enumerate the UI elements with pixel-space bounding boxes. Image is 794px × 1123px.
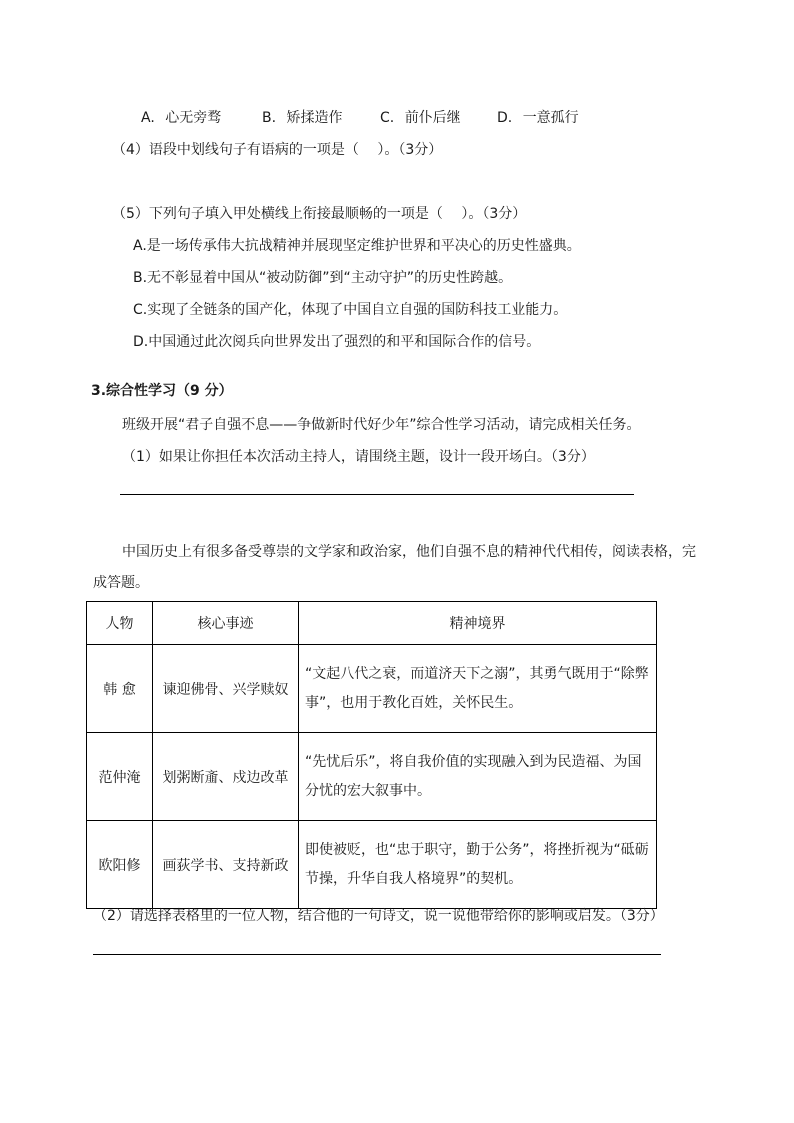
header-person: 人物: [87, 602, 153, 645]
q5-option-b: B.无不彰显着中国从“被动防御”到“主动守护”的历史性跨越。: [133, 270, 513, 286]
option-a: [141, 111, 221, 125]
person-name: 韩 愈: [87, 645, 153, 733]
option-b: [262, 111, 343, 125]
answer-line-1[interactable]: [120, 494, 634, 495]
option-text: 一意孤行: [522, 110, 579, 126]
option-d: [497, 111, 579, 125]
section-title: 3.综合性学习（9 分）: [91, 383, 233, 399]
table-row: [87, 733, 657, 821]
table-row: [87, 645, 657, 733]
persons-table: [86, 601, 657, 909]
q5-option-c: C.实现了全链条的国产化，体现了中国自立自强的国防科技工业能力。: [133, 302, 568, 318]
answer-line-2[interactable]: [93, 954, 661, 955]
question-5-stem: （5）下列句子填入甲处横线上衔接最顺畅的一项是（ ）。（3分）: [112, 206, 527, 222]
section-intro: 班级开展“君子自强不息——争做新时代好少年”综合性学习活动，请完成相关任务。: [122, 417, 641, 433]
subquestion-1: （1）如果让你担任本次活动主持人，请围绕主题，设计一段开场白。（3分）: [122, 449, 595, 465]
option-text: 矫揉造作: [286, 110, 343, 126]
person-spirit: 即使被贬，也“忠于职守，勤于公务”，将挫折视为“砥砺节操，升华自我人格境界”的契机。: [299, 821, 657, 909]
question-4: （4）语段中划线句子有语病的一项是（ ）。（3分）: [112, 142, 443, 158]
person-deeds: 划粥断齑、戍边改革: [153, 733, 299, 821]
option-c: [380, 111, 461, 125]
person-name: 范仲淹: [87, 733, 153, 821]
table-row: [87, 821, 657, 909]
person-deeds: 画荻学书、支持新政: [153, 821, 299, 909]
table-header-row: [87, 602, 657, 645]
header-deeds: 核心事迹: [153, 602, 299, 645]
q5-option-d: D.中国通过此次阅兵向世界发出了强烈的和平和国际合作的信号。: [133, 334, 541, 350]
subquestion-2: （2）请选择表格里的一位人物，结合他的一句诗文，说一说他带给你的影响或启发。（3分）: [93, 908, 664, 924]
person-name: 欧阳修: [87, 821, 153, 909]
option-letter: C.: [380, 110, 395, 126]
person-deeds: 谏迎佛骨、兴学赎奴: [153, 645, 299, 733]
header-spirit: 精神境界: [299, 602, 657, 645]
option-letter: D.: [497, 110, 513, 126]
q5-option-a: A.是一场传承伟大抗战精神并展现坚定维护世界和平决心的历史性盛典。: [133, 238, 581, 254]
person-spirit: “文起八代之衰，而道济天下之溺”，其勇气既用于“除弊事”，也用于教化百姓，关怀民生。: [299, 645, 657, 733]
option-letter: B.: [262, 110, 277, 126]
paragraph-line-2: 成答题。: [93, 575, 149, 591]
person-spirit: “先忧后乐”，将自我价值的实现融入到为民造福、为国分忧的宏大叙事中。: [299, 733, 657, 821]
option-text: 心无旁骛: [165, 110, 222, 126]
option-text: 前仆后继: [404, 110, 461, 126]
option-letter: A.: [141, 110, 155, 126]
paragraph-line-1: 中国历史上有很多备受尊崇的文学家和政治家，他们自强不息的精神代代相传，阅读表格，完: [122, 544, 696, 560]
